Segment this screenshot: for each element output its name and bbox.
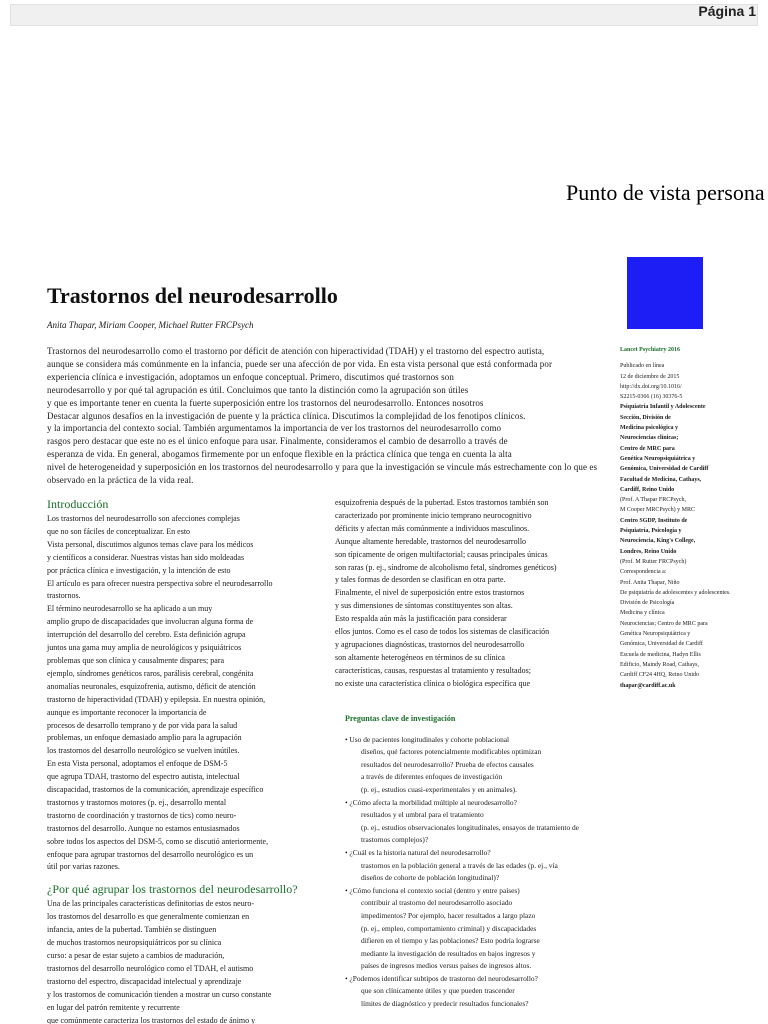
sidebar-line: thapar@cardiff.ac.uk bbox=[620, 682, 676, 689]
sidebar-line: Centro SGDP, Instituto de bbox=[620, 517, 688, 524]
body-line: esquizofrenia después de la pubertad. Estos trastornos también son bbox=[335, 498, 549, 507]
sidebar-line: Prof. Anita Thapar, Niño bbox=[620, 579, 680, 586]
sidebar-line: (Prof. M Rutter FRCPsych) bbox=[620, 558, 687, 565]
abstract-line: experiencia clínica e investigación, adoptamos un enfoque conceptual. Primero, discutimos qué trastornos son bbox=[47, 371, 454, 382]
body-line: de muchos trastornos neuropsiquiátricos por su clínica bbox=[47, 938, 222, 948]
sidebar-line: Edificio, Maindy Road, Cathays, bbox=[620, 661, 699, 668]
body-line: trastornos y trastornos motores (p. ej., desarrollo mental bbox=[47, 797, 227, 807]
body-line: anomalías neuronales, esquizofrenia, autismo, déficit de atención bbox=[47, 681, 256, 691]
body-line: El artículo es para ofrecer nuestra perspectiva sobre el neurodesarrollo bbox=[47, 578, 273, 588]
article-title: Trastornos del neurodesarrollo bbox=[47, 283, 338, 308]
body-line: trastornos del desarrollo. Aunque no estamos entusiasmados bbox=[47, 823, 240, 833]
research-question-continuation: (p. ej., estudios observacionales longitudinales, ensayos de tratamiento de bbox=[361, 822, 579, 832]
sidebar-line: Genómica, Universidad de Cardiff bbox=[620, 641, 703, 648]
abstract-line: aunque se considera más comúnmente en la infancia, puede ser una afección de por vida. En esta vista personal que está conformada por bbox=[47, 358, 553, 369]
body-line: características, causas, respuestas al tratamiento y resultados; bbox=[335, 665, 531, 675]
sidebar-line: Genómica, Universidad de Cardiff bbox=[620, 466, 709, 473]
sidebar-line: (Prof. A Thapar FRCPsych, bbox=[620, 497, 687, 504]
sidebar-line: Correspondencia a: bbox=[620, 569, 667, 576]
intro-text bbox=[47, 513, 332, 874]
sidebar-line: Neurociencias; Centro de MRC para bbox=[620, 620, 708, 627]
body-line: interrupción del desarrollo del cerebro. Esta definición agrupa bbox=[47, 630, 246, 640]
body-line: en lugar del patrón remitente y recurrente bbox=[47, 1002, 180, 1012]
research-question-continuation: límites de diagnóstico y predecir resultados funcionales? bbox=[361, 999, 529, 1009]
body-line: enfoque para agrupar trastornos del desarrollo neurológico es un bbox=[47, 849, 254, 859]
body-line: y los trastornos de comunicación tienden a mostrar un curso constante bbox=[47, 989, 272, 999]
body-line: sobre todos los aspectos del DSM-5, como se discutió anteriormente, bbox=[47, 836, 269, 846]
research-question-continuation: trastornos en la población general a través de las edades (p. ej., vía bbox=[361, 860, 558, 870]
body-line: procesos de desarrollo temprano y de por vida para la salud bbox=[47, 720, 238, 730]
research-question-continuation: difieren en el tiempo y las poblaciones? Esto podría lograrse bbox=[361, 936, 540, 946]
research-questions-box bbox=[345, 713, 625, 1011]
journal-color-block bbox=[627, 257, 703, 329]
sidebar-line: Cardiff, Reino Unido bbox=[620, 486, 675, 493]
abstract-line: neurodesarrollo y por qué tal agrupación es útil. Concluimos que tanto la distinción como la agrupación son útiles bbox=[47, 384, 469, 395]
body-line: ejemplo, síndromes genéticos raros, parálisis cerebral, congénita bbox=[47, 668, 254, 678]
body-line: discapacidad, trastornos de la comunicación, aprendizaje específico bbox=[47, 785, 264, 795]
sidebar-line: Neurociencia, King's College, bbox=[620, 538, 696, 545]
abstract-line: Destacar algunos desafíos en la investigación de puente y la práctica clínica. Discutimos la complejidad de los fenotipos clínicos. bbox=[47, 410, 526, 421]
research-question-continuation: diseños, qué factores potencialmente modificables optimizan bbox=[361, 747, 542, 757]
body-line: trastorno de coordinación y trastornos de tics) como neuro- bbox=[47, 810, 237, 820]
abstract-line: y que es importante tener en cuenta la fuerte superposición entre los trastornos del neurodesarrollo. Entonces nosotros bbox=[47, 397, 484, 408]
body-line: Esto respalda aún más la justificación para considerar bbox=[335, 614, 507, 624]
sidebar-line: Medicina psicológica y bbox=[620, 425, 678, 432]
sidebar-line: División de Psicología bbox=[620, 600, 675, 607]
sidebar-line: Psiquiatría Infantil y Adolescente bbox=[620, 404, 706, 411]
sidebar-line: http://dx.doi.org/10.1016/ bbox=[620, 383, 682, 390]
research-question-item: • ¿Cómo funciona el contexto social (dentro y entre países) bbox=[345, 885, 520, 895]
sidebar-line: S2215-0366 (16) 30376-5 bbox=[620, 394, 683, 401]
sidebar-line: M Cooper MRCPsych) y MRC bbox=[620, 507, 696, 514]
sidebar-line: Sección, División de bbox=[620, 414, 671, 421]
sidebar-line: Cardiff CF24 4HQ, Reino Unido bbox=[620, 672, 700, 679]
body-line: trastorno de hiperactividad (TDAH) y epilepsia. En nuestra opinión, bbox=[47, 694, 266, 704]
research-question-continuation: a través de diferentes enfoques de investigación bbox=[361, 772, 503, 782]
research-question-continuation: mediante la investigación de resultados en bajos ingresos y bbox=[361, 948, 536, 958]
sidebar-line: Lancet Psychiatry 2016 bbox=[620, 347, 680, 353]
abstract-line: observado en la práctica de la vida real. bbox=[47, 475, 194, 486]
section-title: Punto de vista persona bbox=[566, 180, 765, 205]
body-line: Finalmente, el nivel de superposición entre estos trastornos bbox=[335, 588, 525, 598]
body-line: trastornos. bbox=[47, 591, 81, 601]
sidebar-line: Londres, Reino Unido bbox=[620, 548, 677, 555]
research-question-continuation: que son clínicamente útiles y que pueden trascender bbox=[361, 986, 515, 996]
body-line: que comúnmente caracteriza los trastornos del estado de ánimo y bbox=[47, 1015, 256, 1024]
abstract-line: Trastornos del neurodesarrollo como el trastorno por déficit de atención con hiperactividad (TDAH) y el trastorno del espectro autista, bbox=[47, 346, 545, 356]
sidebar-line: Genética Neuropsiquiátrica y bbox=[620, 631, 691, 638]
research-questions-list bbox=[345, 734, 625, 1011]
body-line: por práctica clínica e investigación, y la intención de esto bbox=[47, 565, 231, 575]
body-column-right bbox=[335, 497, 625, 691]
body-line: los trastornos del desarrollo es que generalmente comienzan en bbox=[47, 912, 250, 922]
intro-heading: Introducción bbox=[47, 497, 109, 511]
sidebar-line: Facultad de Medicina, Cathays, bbox=[620, 476, 702, 483]
body-line: que agrupa TDAH, trastorno del espectro autista, intelectual bbox=[47, 772, 240, 782]
body-line: problemas, un enfoque demasiado amplio para la agrupación bbox=[47, 733, 242, 743]
body-column-left bbox=[47, 497, 332, 1024]
body-line: caracterizado por prominente inicio temprano neurocognitivo bbox=[335, 510, 532, 520]
sidebar-line: Medicina y clínica bbox=[620, 610, 665, 617]
article-authors: Anita Thapar, Miriam Cooper, Michael Rutter FRCPsych bbox=[47, 320, 254, 330]
body-line: que no son fáciles de conceptualizar. En esto bbox=[47, 526, 191, 536]
body-line: son raras (p. ej., síndrome de alcoholismo fetal, síndromes genéticos) bbox=[335, 562, 557, 572]
body-line: y agrupaciones diagnósticas, trastornos del neurodesarrollo bbox=[335, 639, 525, 649]
page-number-label: Página 1 bbox=[698, 3, 756, 19]
sidebar-line: Neurociencias clínicas; bbox=[620, 435, 679, 442]
sidebar-line: De psiquiatría de adolescentes y adolescentes. bbox=[620, 589, 731, 596]
body-line: son típicamente de origen multifactorial; causas principales únicas bbox=[335, 549, 548, 559]
body-line: los trastornos del desarrollo neurológico se vuelven inútiles. bbox=[47, 746, 240, 756]
body-line: juntos una gama muy amplia de neurológicos y psiquiátricos bbox=[47, 643, 242, 653]
research-question-continuation: impedimentos? Por ejemplo, hacer resultados a largo plazo bbox=[361, 910, 536, 920]
body-line: problemas que son clínica y causalmente dispares; para bbox=[47, 655, 225, 665]
body-line: y tales formas de desorden se clasifican en otra parte. bbox=[335, 575, 506, 585]
article-abstract bbox=[47, 345, 647, 487]
body-line: trastornos del desarrollo neurológico como el TDAH, el autismo bbox=[47, 963, 254, 973]
abstract-line: nivel de heterogeneidad y superposición en los trastornos del neurodesarrollo y para que la investigación se vincule más estrechamente con lo que es bbox=[47, 462, 598, 473]
abstract-line: y la importancia del contexto social. También argumentamos la importancia de ver los trastornos del neurodesarrollo como bbox=[47, 423, 502, 434]
body-line: amplio grupo de discapacidades que involucran alguna forma de bbox=[47, 617, 254, 627]
research-questions-heading: Preguntas clave de investigación bbox=[345, 714, 456, 723]
body-line: y sus dimensiones de síntomas constituyentes son altas. bbox=[335, 601, 513, 611]
body-line: ellos juntos. Como es el caso de todos los sistemas de clasificación bbox=[335, 627, 550, 637]
research-question-continuation: resultados y el umbral para el tratamiento bbox=[361, 810, 484, 820]
article-sidebar-info bbox=[620, 345, 765, 691]
body-line: infancia, antes de la pubertad. También se distinguen bbox=[47, 925, 217, 935]
body-line: no existe una característica clínica o biológica específica que bbox=[335, 678, 531, 688]
body-line: Los trastornos del neurodesarrollo son afecciones complejas bbox=[47, 514, 240, 523]
research-question-continuation: trastornos complejos)? bbox=[361, 835, 429, 845]
abstract-line: esperanza de vida. En general, abogamos firmemente por un enfoque flexible en la práctica clínica que tenga en cuenta la alta bbox=[47, 449, 512, 460]
abstract-line: rasgos pero destacar que este no es el único enfoque para usar. Finalmente, consideramos el cambio de desarrollo a través de bbox=[47, 436, 508, 447]
research-question-continuation: contribuir al trastorno del neurodesarrollo asociado bbox=[361, 898, 513, 908]
body-line: y científicos a considerar. Nuestras vistas han sido moldeadas bbox=[47, 552, 245, 562]
body-line: Vista personal, discutimos algunos temas clave para los médicos bbox=[47, 539, 254, 549]
body-line: aunque es importante reconocer la importancia de bbox=[47, 707, 207, 717]
research-question-item: • ¿Cuál es la historia natural del neurodesarrollo? bbox=[345, 847, 491, 857]
research-question-continuation: (p. ej., estudios cuasi-experimentales y en animales). bbox=[361, 784, 517, 794]
body-line: Una de las principales características definitorias de estos neuro- bbox=[47, 899, 255, 909]
body-line: trastorno del espectro, discapacidad intelectual y aprendizaje bbox=[47, 976, 242, 986]
page-toolbar bbox=[0, 0, 768, 30]
sidebar-line: Publicado en línea bbox=[620, 363, 665, 370]
why-group-text bbox=[47, 898, 332, 1024]
research-question-item: • Uso de pacientes longitudinales y cohorte poblacional bbox=[345, 734, 510, 744]
why-group-heading: ¿Por qué agrupar los trastornos del neurodesarrollo? bbox=[47, 882, 298, 897]
research-question-item: • ¿Cómo afecta la morbilidad múltiple al neurodesarrollo? bbox=[345, 797, 517, 807]
sidebar-line: Psiquiatría, Psicología y bbox=[620, 528, 682, 535]
research-question-continuation: países de ingresos medios versus países de ingresos altos. bbox=[361, 961, 532, 971]
body-line: curso: a pesar de estar sujeto a cambios de maduración, bbox=[47, 951, 225, 960]
sidebar-line: Centro de MRC para bbox=[620, 445, 675, 452]
research-question-item: • ¿Podemos identificar subtipos de trastorno del neurodesarrollo? bbox=[345, 973, 538, 983]
body-line: Aunque altamente heredable, trastornos del neurodesarrollo bbox=[335, 536, 527, 546]
sidebar-line: Genética Neuropsiquiátrica y bbox=[620, 455, 696, 462]
sidebar-line: Escuela de medicina, Hadyn Ellis bbox=[620, 651, 701, 658]
page-toolbar-bar bbox=[10, 4, 758, 26]
research-question-continuation: diseños de cohorte de población longitudinal)? bbox=[361, 873, 500, 883]
body-line: El término neurodesarrollo se ha aplicado a un muy bbox=[47, 604, 213, 614]
body-line: útil por varias razones. bbox=[47, 862, 120, 872]
sidebar-line: 12 de diciembre de 2015 bbox=[620, 373, 680, 380]
research-question-continuation: (p. ej., empleo, comportamiento criminal) y discapacidades bbox=[361, 923, 537, 933]
body-line: déficits y afectan más comúnmente a individuos masculinos. bbox=[335, 523, 530, 533]
body-line: son altamente heterogéneos en términos de su clínica bbox=[335, 652, 505, 662]
body-line: En esta Vista personal, adoptamos el enfoque de DSM-5 bbox=[47, 759, 228, 769]
research-question-continuation: resultados del neurodesarrollo? Prueba de efectos causales bbox=[361, 759, 534, 769]
